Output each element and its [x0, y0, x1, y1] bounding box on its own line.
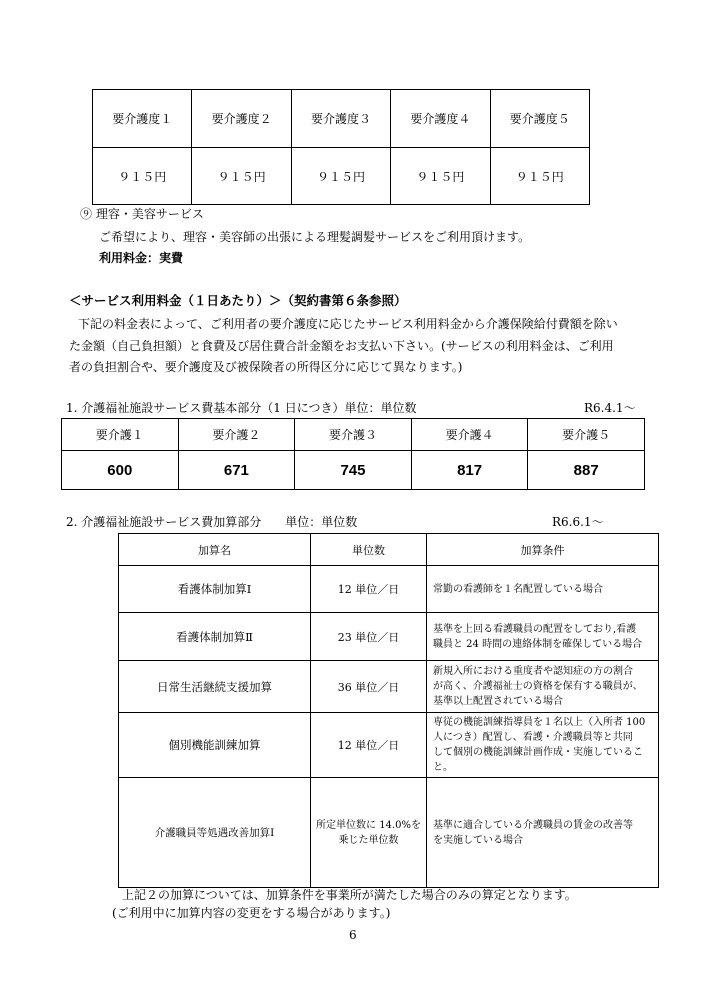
- addition-name: 看護体制加算Ⅰ: [119, 566, 311, 613]
- table-header-cell: 要介護度２: [192, 90, 291, 148]
- footnote: (ご利用中に加算内容の変更をする場合があります。): [112, 906, 391, 920]
- addition-unit: 12 単位／日: [311, 713, 427, 778]
- table-cell: ９１５円: [291, 148, 390, 205]
- table-header-cell: 要介護５: [528, 419, 645, 451]
- footnote: 上記２の加算については、加算条件を事業所が満たした場合のみの算定となります。: [122, 888, 577, 902]
- table-caption: 2. 介護福祉施設サービス費加算部分 単位：単位数: [66, 515, 358, 529]
- table-cell: ９１５円: [93, 148, 192, 205]
- table-cell: 887: [528, 451, 645, 490]
- table-header-cell: 単位数: [311, 534, 427, 566]
- addition-condition: 基準に適合している介護職員の賃金の改善等 を実施している場合: [427, 778, 659, 888]
- addition-unit: 所定単位数に 14.0%を 乗じた単位数: [311, 778, 427, 888]
- section-description: ご希望により、理容・美容師の出張による理髪調髪サービスをご利用頂けます。: [99, 230, 531, 244]
- table-header-cell: 加算条件: [427, 534, 659, 566]
- addition-name: 日常生活継続支援加算: [119, 661, 311, 713]
- page-number: 6: [349, 928, 357, 942]
- table-header-cell: 要介護度３: [291, 90, 390, 148]
- table-cell: ９１５円: [391, 148, 490, 205]
- table-row: [119, 566, 659, 613]
- table-cell: 817: [411, 451, 528, 490]
- basic-fee-table: [61, 418, 645, 490]
- table-cell: 745: [295, 451, 412, 490]
- section-heading: ＜サービス利用料金（１日あたり）＞（契約書第６条参照）: [69, 293, 407, 308]
- table-cell: ９１５円: [192, 148, 291, 205]
- table-row: [119, 661, 659, 713]
- table-row: [119, 613, 659, 661]
- addition-condition: 新規入所における重度者や認知症の方の割合 が高く、介護福祉士の資格を保有する職員が、 基準以上配置されている場合: [427, 661, 659, 713]
- addition-unit: 23 単位／日: [311, 613, 427, 661]
- fee-table-care-level: [92, 89, 590, 205]
- addition-name: 個別機能訓練加算: [119, 713, 311, 778]
- effective-date: R6.6.1～: [552, 515, 604, 529]
- table-header-cell: 要介護４: [411, 419, 528, 451]
- table-cell: 671: [178, 451, 295, 490]
- addition-name: 看護体制加算Ⅱ: [119, 613, 311, 661]
- table-header-cell: 要介護度１: [93, 90, 192, 148]
- section-title: ⑨ 理容・美容サービス: [80, 207, 204, 221]
- addition-condition: 基準を上回る看護職員の配置をしており,看護 職員と 24 時間の連絡体制を確保している場合: [427, 613, 659, 661]
- addition-condition: 専従の機能訓練指導員を１名以上（入所者 100 人につき）配置し、看護・介護職員等と共同 して個別の機能訓練計画作成・実施しているこ と。: [427, 713, 659, 778]
- addition-name: 介護職員等処遇改善加算Ⅰ: [119, 778, 311, 888]
- table-header-cell: 要介護２: [178, 419, 295, 451]
- table-row: [119, 778, 659, 888]
- effective-date: R6.4.1～: [584, 401, 636, 415]
- fee-label: 利用料金：実費: [99, 251, 184, 265]
- addition-unit: 36 単位／日: [311, 661, 427, 713]
- table-header-cell: 要介護度４: [391, 90, 490, 148]
- paragraph-line: た金額（自己負担額）と食費及び居住費合計金額をお支払い下さい。(サービスの利用料金は、ご利用: [69, 339, 614, 353]
- paragraph-line: 者の負担割合や、要介護度及び被保険者の所得区分に応じて異なります。): [69, 360, 463, 374]
- addition-condition: 常勤の看護師を１名配置している場合: [427, 566, 659, 613]
- table-cell: 600: [62, 451, 179, 490]
- addition-unit: 12 単位／日: [311, 566, 427, 613]
- table-cell: ９１５円: [490, 148, 589, 205]
- paragraph-line: 下記の料金表によって、ご利用者の要介護度に応じたサービス利用料金から介護保険給付費額を除い: [78, 317, 618, 331]
- table-header-cell: 要介護１: [62, 419, 179, 451]
- table-caption: 1. 介護福祉施設サービス費基本部分（1 日につき）単位：単位数: [66, 401, 417, 415]
- table-header-cell: 要介護３: [295, 419, 412, 451]
- table-row: [119, 713, 659, 778]
- additional-fee-table: [118, 533, 659, 888]
- table-header-cell: 要介護度５: [490, 90, 589, 148]
- table-header-cell: 加算名: [119, 534, 311, 566]
